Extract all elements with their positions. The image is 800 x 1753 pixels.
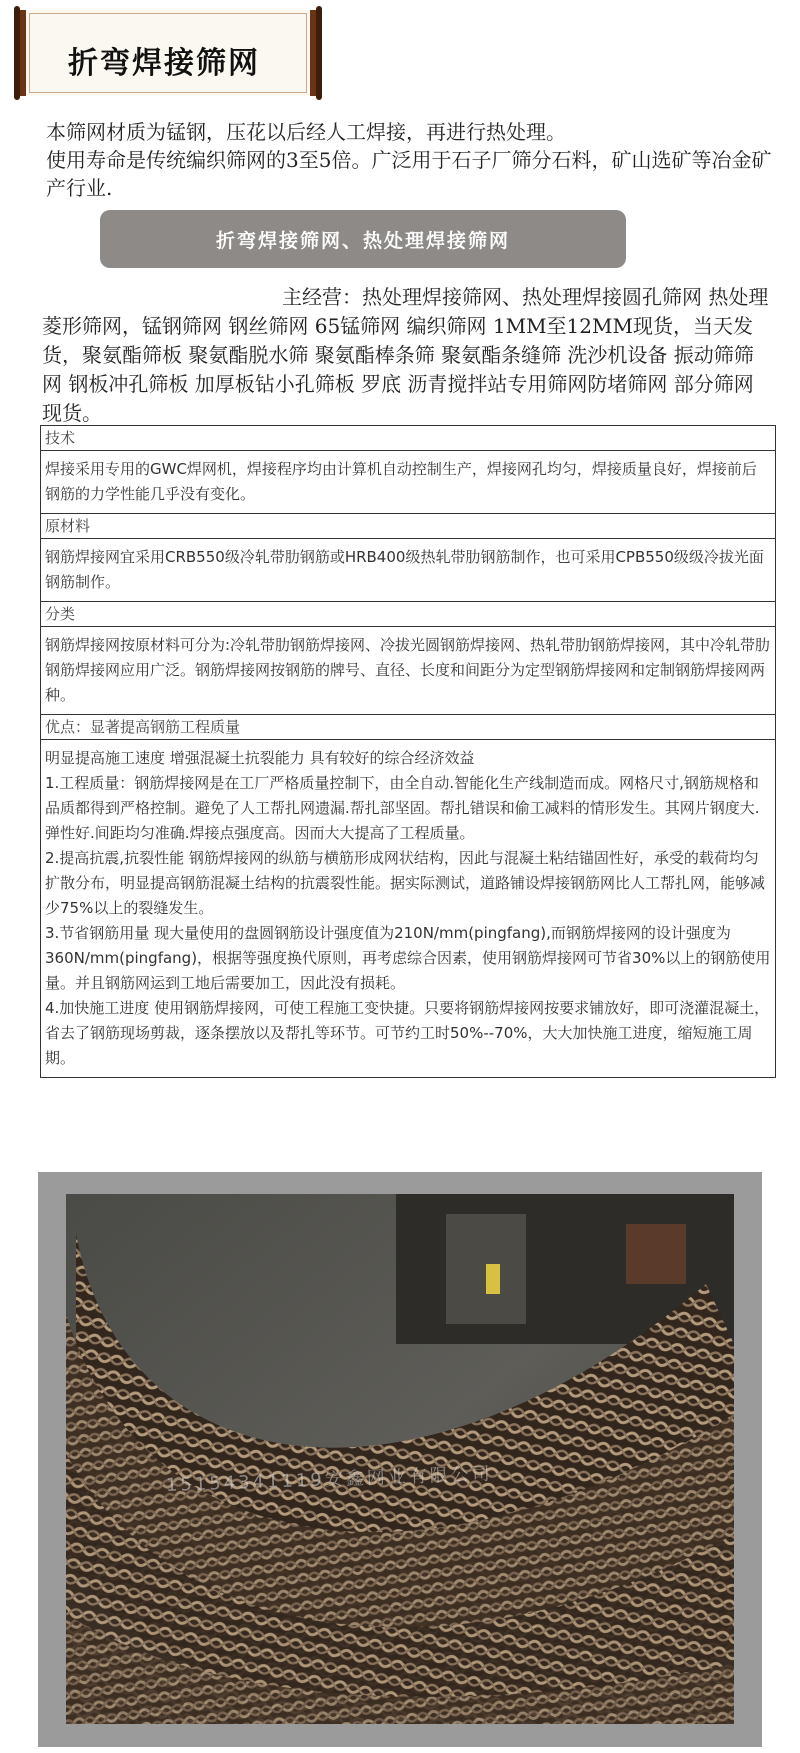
spec-table bbox=[40, 425, 776, 1078]
paragraph: 1.工程质量：钢筋焊接网是在工厂严格质量控制下，由全自动.智能化生产线制造而成。网格尺寸,钢筋规格和品质都得到严格控制。避免了人工帮扎网遗漏.帮扎部坚固。帮扎错误和偷工减料的情形发生。其网片钢度大.弹性好.间距均匀准确.焊接点强度高。因而大大提高了工程质量。 bbox=[45, 774, 760, 842]
section-body-material bbox=[41, 539, 776, 602]
business-scope-text: 主经营：热处理焊接筛网、热处理焊接圆孔筛网 热处理菱形筛网，锰钢筛网 钢丝筛网 65锰筛网 编织筛网 1MM至12MM现货，当天发货，聚氨酯筛板 聚氨酯脱水筛 聚氨酯棒条筛 聚氨酯条缝筛 洗沙机设备 振动筛筛网 钢板冲孔筛板 加厚板钻小孔筛板 罗底 沥青搅拌站专用筛网防堵筛网 部分筛网现货。 bbox=[42, 285, 769, 425]
product-photo bbox=[66, 1194, 734, 1724]
table-row bbox=[41, 715, 776, 740]
section-body-classification bbox=[41, 627, 776, 715]
section-body-technology bbox=[41, 451, 776, 514]
table-row bbox=[41, 627, 776, 715]
paragraph: 钢筋焊接网宜采用CRB550级冷轧带肋钢筋或HRB400级热轧带肋钢筋制作，也可采用CPB550级级冷拔光面钢筋制作。 bbox=[45, 548, 764, 591]
intro-text bbox=[46, 118, 776, 202]
product-photo-frame bbox=[38, 1172, 762, 1747]
intro-line-1: 本筛网材质为锰钢，压花以后经人工焊接，再进行热处理。 bbox=[46, 120, 566, 144]
paragraph: 明显提高施工速度 增强混凝土抗裂能力 具有较好的综合经济效益 bbox=[45, 749, 475, 767]
subtitle-bar: 折弯焊接筛网、热处理焊接筛网 bbox=[100, 210, 626, 268]
table-row bbox=[41, 426, 776, 451]
table-row bbox=[41, 740, 776, 1078]
paragraph: 钢筋焊接网按原材料可分为:冷轧带肋钢筋焊接网、冷拔光圆钢筋焊接网、热轧带肋钢筋焊接网，其中冷轧带肋钢筋焊接网应用广泛。钢筋焊接网按钢筋的牌号、直径、长度和间距分为定型钢筋焊接网和定制钢筋焊接网两种。 bbox=[45, 636, 771, 704]
paragraph: 3.节省钢筋用量 现大量使用的盘圆钢筋设计强度值为210N/mm(pingfang),而钢筋焊接网的设计强度为360N/mm(pingfang)，根据等强度换代原则，再考虑综合因素，使用钢筋焊接网可节省30%以上的钢筋使用量。并且钢筋网运到工地后需要加工，因此没有损耗。 bbox=[45, 924, 771, 992]
table-row bbox=[41, 602, 776, 627]
page-title: 折弯焊接筛网 bbox=[68, 46, 260, 81]
section-head-classification: 分类 bbox=[41, 602, 776, 627]
paragraph: 4.加快施工进度 使用钢筋焊接网，可使工程施工变快捷。只要将钢筋焊接网按要求铺放好，即可浇灌混凝土，省去了钢筋现场剪裁，逐条摆放以及帮扎等环节。可节约工时50%--70%，大大加快施工进度，缩短施工周期。 bbox=[45, 999, 770, 1067]
intro-line-2: 使用寿命是传统编织筛网的3至5倍。广泛用于石子厂筛分石料，矿山选矿等冶金矿产行业. bbox=[46, 148, 772, 200]
section-head-material: 原材料 bbox=[41, 514, 776, 539]
table-row bbox=[41, 451, 776, 514]
table-row bbox=[41, 539, 776, 602]
section-body-advantages bbox=[41, 740, 776, 1078]
paragraph: 2.提高抗震,抗裂性能 钢筋焊接网的纵筋与横筋形成网状结构，因此与混凝土粘结锚固性好，承受的载荷均匀扩散分布，明显提高钢筋混凝土结构的抗震裂性能。据实际测试，道路铺设焊接钢筋网比人工帮扎网，能够减少75%以上的裂缝发生。 bbox=[45, 849, 766, 917]
paragraph: 焊接采用专用的GWC焊网机，焊接程序均由计算机自动控制生产，焊接网孔均匀，焊接质量良好，焊接前后钢筋的力学性能几乎没有变化。 bbox=[45, 460, 757, 503]
section-head-technology: 技术 bbox=[41, 426, 776, 451]
photo-watermark: 15154341119安鑫网业有限公司 bbox=[165, 1463, 494, 1496]
section-head-advantages: 优点：显著提高钢筋工程质量 bbox=[41, 715, 776, 740]
title-banner bbox=[18, 10, 318, 96]
table-row bbox=[41, 514, 776, 539]
